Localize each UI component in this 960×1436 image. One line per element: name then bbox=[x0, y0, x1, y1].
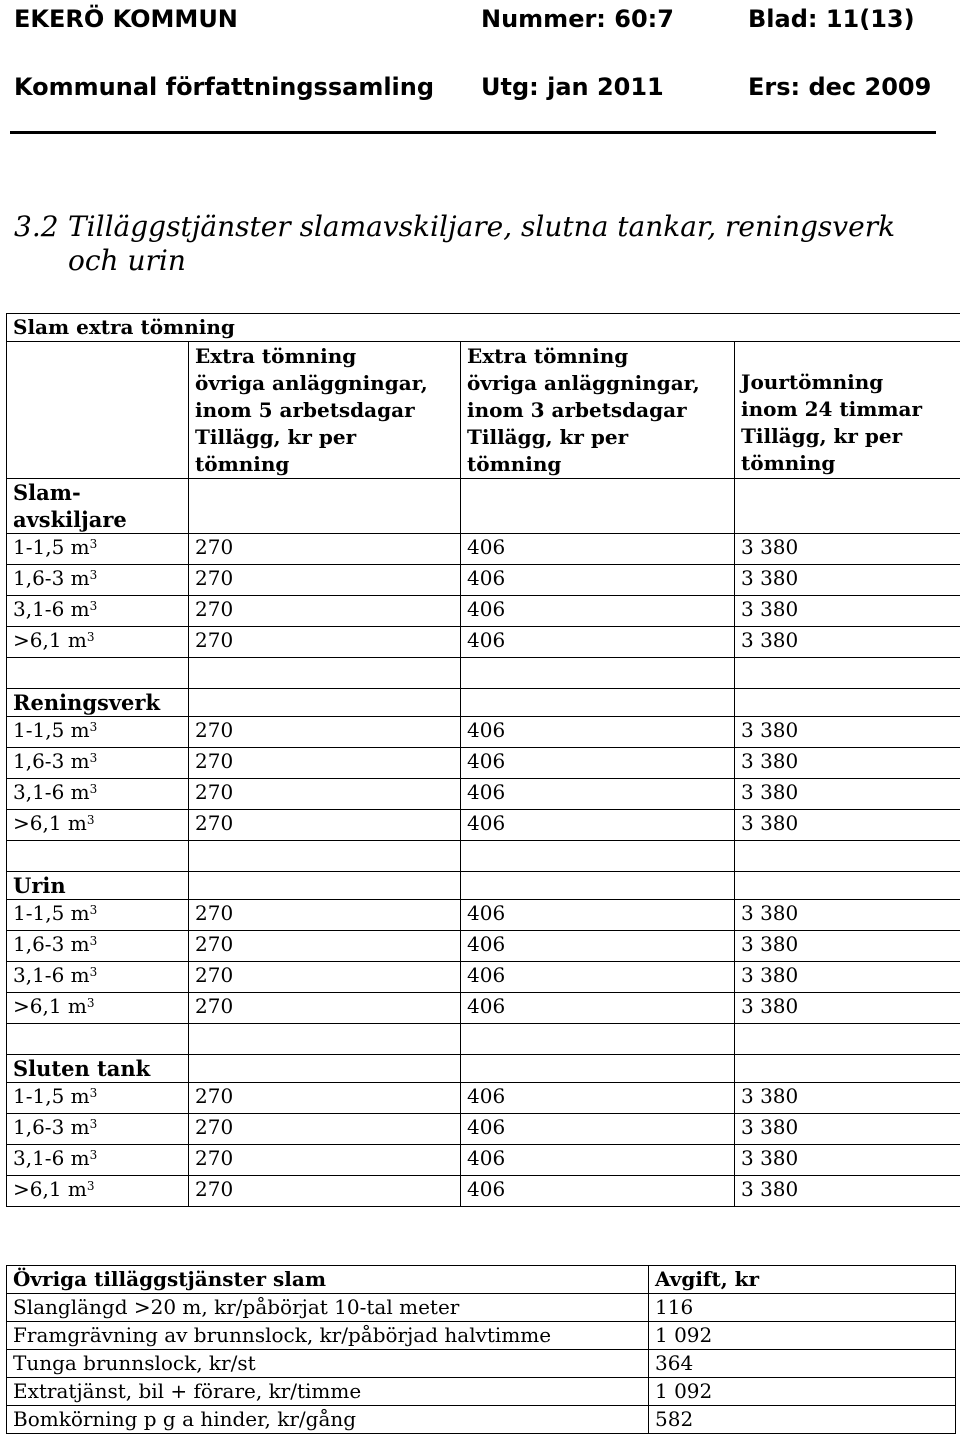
table-row bbox=[7, 1114, 960, 1145]
fee-3-days: 406 bbox=[461, 810, 735, 841]
fee-24-hours: 3 380 bbox=[735, 1176, 960, 1207]
empty-cell bbox=[735, 1024, 960, 1055]
other-service-row bbox=[7, 1350, 956, 1378]
other-services-header-row bbox=[7, 1266, 956, 1294]
size-exponent: 3 bbox=[86, 630, 95, 644]
empty-cell bbox=[189, 872, 461, 900]
municipality-name: EKERÖ KOMMUN bbox=[14, 5, 238, 33]
size-text: >6,1 m bbox=[13, 1177, 87, 1201]
section-header-row bbox=[7, 479, 960, 534]
replaces-date: Ers: dec 2009 bbox=[748, 73, 932, 101]
fee-24-hours: 3 380 bbox=[735, 900, 960, 931]
fee-24-hours: 3 380 bbox=[735, 596, 960, 627]
fee-24-hours: 3 380 bbox=[735, 1114, 960, 1145]
size-exponent: 3 bbox=[89, 1117, 98, 1131]
size-text: 3,1-6 m bbox=[13, 963, 90, 987]
size-text: 3,1-6 m bbox=[13, 1146, 90, 1170]
table-row bbox=[7, 993, 960, 1024]
size-cell bbox=[7, 931, 189, 962]
empty-cell bbox=[735, 841, 960, 872]
service-fee: 364 bbox=[649, 1350, 956, 1378]
fee-24-hours: 3 380 bbox=[735, 931, 960, 962]
column-header-line: tömning bbox=[741, 451, 836, 475]
size-text: >6,1 m bbox=[13, 628, 87, 652]
column-header-line: Tillägg, kr per bbox=[741, 424, 903, 448]
size-exponent: 3 bbox=[89, 903, 98, 917]
column-header-line: Extra tömning bbox=[467, 343, 629, 368]
section-spacer-row bbox=[7, 658, 960, 689]
column-header-line: övriga anläggningar, bbox=[195, 370, 428, 395]
size-text: 1,6-3 m bbox=[13, 932, 90, 956]
empty-cell bbox=[461, 841, 735, 872]
column-header-line: inom 5 arbetsdagar bbox=[195, 397, 415, 422]
column-header-24-hours bbox=[735, 342, 960, 479]
fee-3-days: 406 bbox=[461, 748, 735, 779]
size-exponent: 3 bbox=[89, 1086, 98, 1100]
fee-3-days: 406 bbox=[461, 1114, 735, 1145]
empty-cell bbox=[735, 1055, 960, 1083]
collection-name: Kommunal författningssamling bbox=[14, 73, 435, 101]
fee-5-days: 270 bbox=[189, 962, 461, 993]
size-text: 3,1-6 m bbox=[13, 780, 90, 804]
fee-3-days: 406 bbox=[461, 1145, 735, 1176]
section-name bbox=[7, 689, 189, 717]
size-exponent: 3 bbox=[86, 813, 95, 827]
size-exponent: 3 bbox=[86, 1179, 95, 1193]
fee-3-days: 406 bbox=[461, 900, 735, 931]
size-exponent: 3 bbox=[89, 599, 98, 613]
size-cell bbox=[7, 1083, 189, 1114]
fee-3-days: 406 bbox=[461, 779, 735, 810]
size-cell bbox=[7, 993, 189, 1024]
empty-cell bbox=[735, 479, 960, 534]
table-row bbox=[7, 565, 960, 596]
service-name: Extratjänst, bil + förare, kr/timme bbox=[7, 1378, 649, 1406]
table-row bbox=[7, 931, 960, 962]
table-row bbox=[7, 596, 960, 627]
section-spacer-row bbox=[7, 841, 960, 872]
section-name bbox=[7, 479, 189, 534]
fee-3-days: 406 bbox=[461, 596, 735, 627]
column-header-empty bbox=[7, 342, 189, 479]
size-exponent: 3 bbox=[89, 965, 98, 979]
section-spacer-row bbox=[7, 1024, 960, 1055]
size-cell bbox=[7, 565, 189, 596]
size-text: >6,1 m bbox=[13, 811, 87, 835]
other-service-row bbox=[7, 1294, 956, 1322]
size-exponent: 3 bbox=[89, 782, 98, 796]
other-services-header-fee: Avgift, kr bbox=[649, 1266, 956, 1294]
column-header-line: tömning bbox=[467, 451, 562, 476]
fee-5-days: 270 bbox=[189, 1083, 461, 1114]
size-cell bbox=[7, 717, 189, 748]
fee-5-days: 270 bbox=[189, 748, 461, 779]
header-rule bbox=[10, 131, 936, 134]
size-text: 1-1,5 m bbox=[13, 1084, 90, 1108]
section-title-line1: Tilläggstjänster slamavskiljare, slutna tankar, reningsverk bbox=[68, 210, 896, 243]
fee-24-hours: 3 380 bbox=[735, 779, 960, 810]
service-fee: 582 bbox=[649, 1406, 956, 1434]
fee-5-days: 270 bbox=[189, 627, 461, 658]
section-name-line: Slam- bbox=[13, 480, 81, 505]
section-header-row bbox=[7, 872, 960, 900]
fee-5-days: 270 bbox=[189, 810, 461, 841]
empty-cell bbox=[7, 1024, 189, 1055]
empty-cell bbox=[189, 689, 461, 717]
column-header-line: Tillägg, kr per bbox=[467, 424, 629, 449]
fee-3-days: 406 bbox=[461, 627, 735, 658]
column-header-line: inom 24 timmar bbox=[741, 397, 923, 421]
fee-24-hours: 3 380 bbox=[735, 717, 960, 748]
size-cell bbox=[7, 1145, 189, 1176]
table-row bbox=[7, 717, 960, 748]
fee-5-days: 270 bbox=[189, 1145, 461, 1176]
size-text: 1,6-3 m bbox=[13, 749, 90, 773]
extra-emptying-table bbox=[6, 313, 960, 1207]
size-exponent: 3 bbox=[89, 568, 98, 582]
fee-24-hours: 3 380 bbox=[735, 565, 960, 596]
table-caption-row bbox=[7, 314, 960, 342]
size-exponent: 3 bbox=[89, 934, 98, 948]
empty-cell bbox=[461, 1055, 735, 1083]
size-cell bbox=[7, 596, 189, 627]
fee-24-hours: 3 380 bbox=[735, 1145, 960, 1176]
size-exponent: 3 bbox=[89, 1148, 98, 1162]
service-name: Tunga brunnslock, kr/st bbox=[7, 1350, 649, 1378]
section-name-line: Sluten tank bbox=[13, 1056, 151, 1081]
service-fee: 1 092 bbox=[649, 1378, 956, 1406]
fee-3-days: 406 bbox=[461, 717, 735, 748]
empty-cell bbox=[189, 658, 461, 689]
column-header-line: övriga anläggningar, bbox=[467, 370, 700, 395]
size-cell bbox=[7, 1114, 189, 1145]
column-header-row bbox=[7, 342, 960, 479]
size-cell bbox=[7, 748, 189, 779]
size-cell bbox=[7, 627, 189, 658]
section-name-line: Urin bbox=[13, 873, 66, 898]
fee-24-hours: 3 380 bbox=[735, 810, 960, 841]
table-row bbox=[7, 534, 960, 565]
fee-5-days: 270 bbox=[189, 717, 461, 748]
size-cell bbox=[7, 962, 189, 993]
empty-cell bbox=[461, 658, 735, 689]
section-name-line: Reningsverk bbox=[13, 690, 161, 715]
table-row bbox=[7, 779, 960, 810]
empty-cell bbox=[189, 1024, 461, 1055]
fee-24-hours: 3 380 bbox=[735, 993, 960, 1024]
table-row bbox=[7, 900, 960, 931]
size-text: 3,1-6 m bbox=[13, 597, 90, 621]
sheet-number: Blad: 11(13) bbox=[748, 5, 915, 33]
fee-3-days: 406 bbox=[461, 534, 735, 565]
section-title-line2: och urin bbox=[68, 244, 186, 277]
column-header-line: Tillägg, kr per bbox=[195, 424, 357, 449]
section-name bbox=[7, 872, 189, 900]
fee-3-days: 406 bbox=[461, 1176, 735, 1207]
size-text: 1,6-3 m bbox=[13, 566, 90, 590]
size-cell bbox=[7, 900, 189, 931]
section-header-row bbox=[7, 689, 960, 717]
fee-24-hours: 3 380 bbox=[735, 748, 960, 779]
other-services-table bbox=[6, 1265, 956, 1434]
size-exponent: 3 bbox=[89, 537, 98, 551]
fee-5-days: 270 bbox=[189, 1114, 461, 1145]
fee-5-days: 270 bbox=[189, 596, 461, 627]
size-cell bbox=[7, 779, 189, 810]
size-text: 1-1,5 m bbox=[13, 535, 90, 559]
empty-cell bbox=[189, 1055, 461, 1083]
section-name bbox=[7, 1055, 189, 1083]
size-text: >6,1 m bbox=[13, 994, 87, 1018]
fee-24-hours: 3 380 bbox=[735, 1083, 960, 1114]
table-row bbox=[7, 962, 960, 993]
table-caption: Slam extra tömning bbox=[7, 314, 960, 342]
fee-24-hours: 3 380 bbox=[735, 627, 960, 658]
other-service-row bbox=[7, 1378, 956, 1406]
empty-cell bbox=[461, 479, 735, 534]
column-header-5-days bbox=[189, 342, 461, 479]
issue-date: Utg: jan 2011 bbox=[481, 73, 664, 101]
size-text: 1-1,5 m bbox=[13, 901, 90, 925]
section-name-line: avskiljare bbox=[13, 507, 127, 532]
fee-3-days: 406 bbox=[461, 962, 735, 993]
empty-cell bbox=[735, 689, 960, 717]
column-header-line: Jourtömning bbox=[741, 370, 884, 394]
document-number: Nummer: 60:7 bbox=[481, 5, 674, 33]
fee-3-days: 406 bbox=[461, 993, 735, 1024]
other-service-row bbox=[7, 1406, 956, 1434]
size-exponent: 3 bbox=[89, 720, 98, 734]
size-cell bbox=[7, 1176, 189, 1207]
section-number: 3.2 bbox=[14, 210, 59, 243]
service-name: Framgrävning av brunnslock, kr/påbörjad halvtimme bbox=[7, 1322, 649, 1350]
fee-24-hours: 3 380 bbox=[735, 534, 960, 565]
other-services-header-service: Övriga tilläggstjänster slam bbox=[7, 1266, 649, 1294]
size-text: 1-1,5 m bbox=[13, 718, 90, 742]
service-name: Slanglängd >20 m, kr/påbörjat 10-tal meter bbox=[7, 1294, 649, 1322]
empty-cell bbox=[461, 1024, 735, 1055]
size-cell bbox=[7, 810, 189, 841]
service-name: Bomkörning p g a hinder, kr/gång bbox=[7, 1406, 649, 1434]
fee-5-days: 270 bbox=[189, 779, 461, 810]
fee-3-days: 406 bbox=[461, 931, 735, 962]
empty-cell bbox=[7, 841, 189, 872]
size-text: 1,6-3 m bbox=[13, 1115, 90, 1139]
size-cell bbox=[7, 534, 189, 565]
empty-cell bbox=[189, 479, 461, 534]
fee-5-days: 270 bbox=[189, 900, 461, 931]
fee-3-days: 406 bbox=[461, 1083, 735, 1114]
service-fee: 1 092 bbox=[649, 1322, 956, 1350]
empty-cell bbox=[461, 872, 735, 900]
section-title bbox=[14, 210, 954, 278]
empty-cell bbox=[735, 658, 960, 689]
table-row bbox=[7, 748, 960, 779]
empty-cell bbox=[189, 841, 461, 872]
fee-24-hours: 3 380 bbox=[735, 962, 960, 993]
section-header-row bbox=[7, 1055, 960, 1083]
service-fee: 116 bbox=[649, 1294, 956, 1322]
fee-5-days: 270 bbox=[189, 534, 461, 565]
table-row bbox=[7, 1176, 960, 1207]
empty-cell bbox=[7, 658, 189, 689]
column-header-line: Extra tömning bbox=[195, 343, 357, 368]
empty-cell bbox=[735, 872, 960, 900]
column-header-3-days bbox=[461, 342, 735, 479]
table-row bbox=[7, 1145, 960, 1176]
fee-5-days: 270 bbox=[189, 931, 461, 962]
column-header-line: inom 3 arbetsdagar bbox=[467, 397, 687, 422]
other-service-row bbox=[7, 1322, 956, 1350]
fee-5-days: 270 bbox=[189, 565, 461, 596]
size-exponent: 3 bbox=[89, 751, 98, 765]
column-header-line: tömning bbox=[195, 451, 290, 476]
table-row bbox=[7, 1083, 960, 1114]
table-row bbox=[7, 810, 960, 841]
size-exponent: 3 bbox=[86, 996, 95, 1010]
fee-5-days: 270 bbox=[189, 1176, 461, 1207]
table-row bbox=[7, 627, 960, 658]
fee-5-days: 270 bbox=[189, 993, 461, 1024]
fee-3-days: 406 bbox=[461, 565, 735, 596]
empty-cell bbox=[461, 689, 735, 717]
